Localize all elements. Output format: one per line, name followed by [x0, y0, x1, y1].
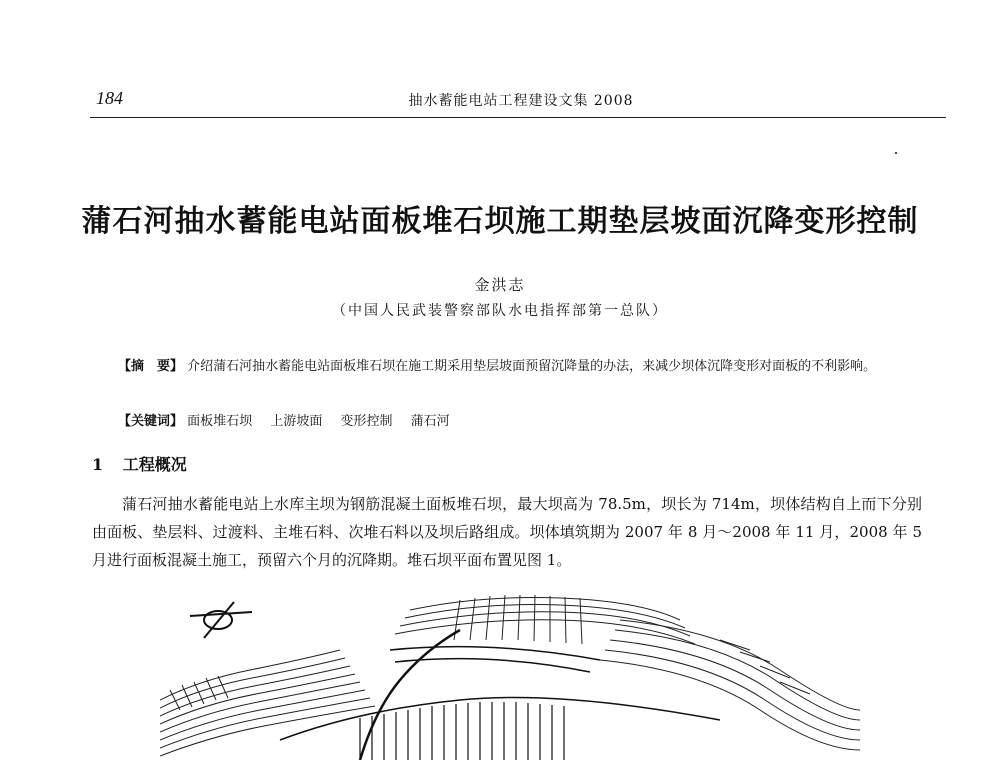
abstract-text: 介绍蒲石河抽水蓄能电站面板堆石坝在施工期采用垫层坡面预留沉降量的办法，来减少坝体沉降变形对面板的不利影响。	[187, 359, 877, 374]
dam-face-grid	[360, 702, 564, 760]
running-title: 抽水蓄能电站工程建设文集 2008	[408, 93, 634, 109]
keyword: 上游坡面	[270, 414, 323, 429]
section-heading	[92, 452, 187, 475]
keywords-label: 【关键词】	[118, 414, 184, 429]
page-number: 184	[96, 88, 123, 108]
keywords	[118, 410, 908, 429]
section-title: 工程概况	[122, 455, 187, 474]
dam-plan-drawing	[160, 590, 860, 760]
access-road	[360, 630, 460, 760]
dam-plan-figure	[160, 590, 860, 760]
north-arrow-icon	[190, 602, 252, 638]
keyword: 蒲石河	[410, 414, 450, 429]
author-affiliation: （中国人民武装警察部队水电指挥部第一总队）	[332, 303, 668, 319]
section-number: 1	[92, 455, 104, 474]
abstract	[118, 356, 908, 378]
keyword: 变形控制	[340, 414, 393, 429]
author-name: 金洪志	[474, 276, 526, 294]
keyword: 面板堆石坝	[187, 414, 253, 429]
article-title: 蒲石河抽水蓄能电站面板堆石坝施工期垫层坡面沉降变形控制	[81, 204, 919, 239]
scan-speck	[895, 152, 897, 154]
header-rule	[90, 117, 946, 118]
body-paragraph: 蒲石河抽水蓄能电站上水库主坝为钢筋混凝土面板堆石坝，最大坝高为 78.5m，坝长为 714m，坝体结构自上而下分别由面板、垫层料、过渡料、主堆石料、次堆石料以及坝后路组成。坝体填筑期为 2007 年 8 月～2008 年 11 月，2008 年 5 月进行面板混凝土施工，预留六个月的沉降期。堆石坝平面布置见图 1。	[92, 495, 922, 569]
abstract-label: 【摘 要】	[118, 359, 184, 374]
contour-lines-left	[160, 650, 375, 756]
page-header	[96, 88, 946, 114]
contour-lines-right	[600, 620, 860, 750]
contour-lines-top	[395, 595, 695, 644]
